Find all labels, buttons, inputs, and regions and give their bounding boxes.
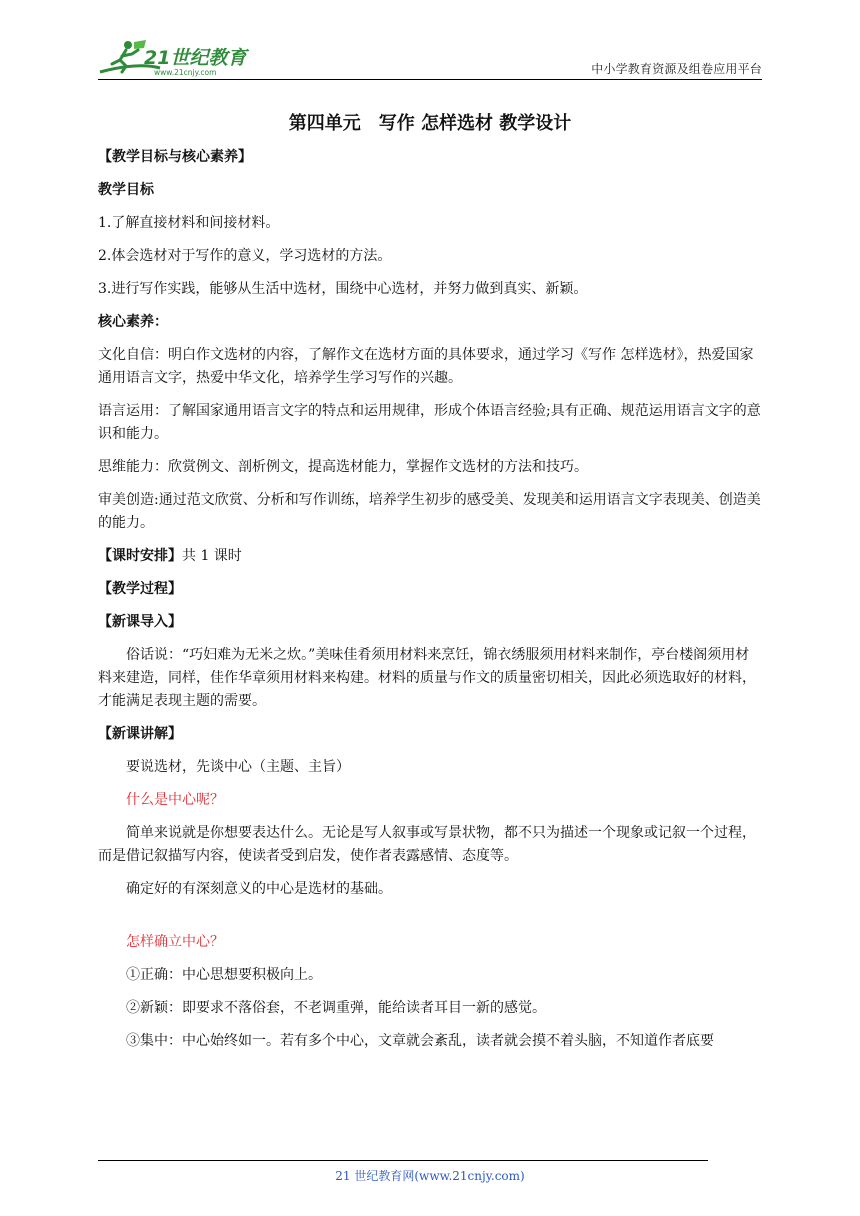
intro-heading: 【新课导入】	[98, 614, 182, 630]
point-item: ③集中：中心始终如一。若有多个中心，文章就会紊乱，读者就会摸不着头脑，不知道作者底要	[126, 1033, 714, 1049]
point-item: ②新颖：即要求不落俗套，不老调重弹，能给读者耳目一新的感觉。	[126, 1000, 546, 1016]
document-body	[98, 146, 762, 1063]
header-divider	[98, 79, 762, 80]
answer-paragraph: 确定好的有深刻意义的中心是选材的基础。	[126, 881, 392, 897]
platform-name: 中小学教育资源及组卷应用平台	[591, 62, 762, 76]
point-item: ①正确：中心思想要积极向上。	[126, 967, 322, 983]
literacy-item: 语言运用：了解国家通用语言文字的特点和运用规律，形成个体语言经验;具有正确、规范运用语言文字的意识和能力。	[98, 403, 761, 442]
goal-item: 3.进行写作实践，能够从生活中选材，围绕中心选材，并努力做到真实、新颖。	[98, 281, 588, 297]
goal-item: 2.体会选材对于写作的意义，学习选材的方法。	[98, 248, 392, 264]
document-title: 第四单元 写作 怎样选材 教学设计	[288, 113, 572, 134]
question-what-is-center: 什么是中心呢？	[126, 792, 224, 808]
schedule-label: 【课时安排】	[98, 548, 182, 564]
logo-runner-icon	[98, 38, 256, 78]
blank-line	[98, 911, 762, 931]
site-logo[interactable]	[98, 38, 256, 78]
literacy-item: 思维能力：欣赏例文、剖析例文，提高选材能力，掌握作文选材的方法和技巧。	[98, 459, 588, 475]
footer-link[interactable]: 21 世纪教育网(www.21cnjy.com)	[335, 1169, 525, 1183]
goals-section-heading: 【教学目标与核心素养】	[98, 149, 252, 165]
page-header	[98, 38, 762, 80]
process-heading: 【教学过程】	[98, 581, 182, 597]
literacy-item: 审美创造:通过范文欣赏、分析和写作训练，培养学生初步的感受美、发现美和运用语言文字表现美、创造美的能力。	[98, 492, 761, 531]
schedule-line	[98, 545, 762, 568]
goals-heading: 教学目标	[98, 182, 154, 198]
literacy-heading: 核心素养：	[98, 314, 168, 330]
answer-paragraph: 简单来说就是你想要表达什么。无论是写人叙事或写景状物，都不只为描述一个现象或记叙一个过程，而是借记叙描写内容，使读者受到启发，使作者表露感情、态度等。	[98, 825, 756, 864]
question-how-to-set-center: 怎样确立中心？	[126, 934, 224, 950]
svg-text:21世纪教育: 21世纪教育	[144, 47, 247, 69]
literacy-item: 文化自信：明白作文选材的内容，了解作文在选材方面的具体要求，通过学习《写作 怎样选材》，热爱国家通用语言文字，热爱中华文化，培养学生学习写作的兴趣。	[98, 347, 754, 386]
schedule-value: 共 1 课时	[182, 548, 242, 564]
intro-paragraph: 俗话说：“巧妇难为无米之炊。”美味佳肴须用材料来烹饪，锦衣绣服须用材料来制作，亭台楼阁须用材料来建造，同样，佳作华章须用材料来构建。材料的质量与作文的质量密切相关，因此必须选取好的材料，才能满足表现主题的需要。	[98, 647, 756, 709]
lecture-lead: 要说选材，先谈中心（主题、主旨）	[126, 759, 350, 775]
lecture-heading: 【新课讲解】	[98, 726, 182, 742]
svg-text:www.21cnjy.com: www.21cnjy.com	[154, 68, 217, 77]
goal-item: 1.了解直接材料和间接材料。	[98, 215, 280, 231]
footer-divider	[98, 1160, 708, 1161]
